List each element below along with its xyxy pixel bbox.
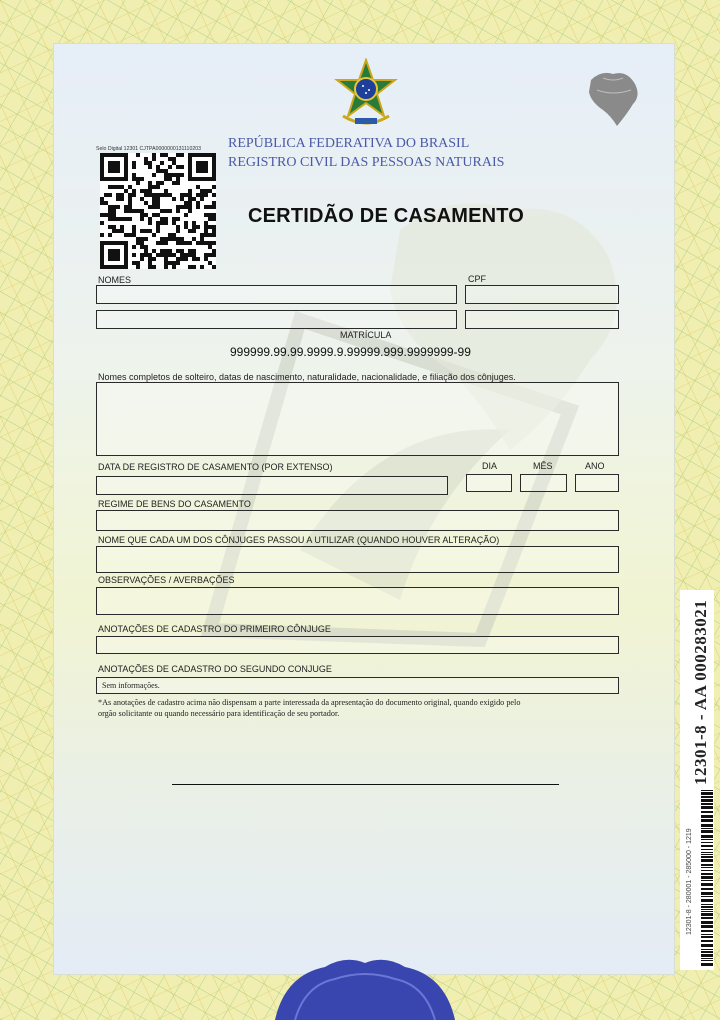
cpf-field-1[interactable] <box>465 285 619 304</box>
label-regime: REGIME DE BENS DO CASAMENTO <box>98 499 251 509</box>
coat-of-arms-icon <box>333 58 399 132</box>
brazil-map-icon <box>583 66 643 130</box>
document-title: CERTIDÃO DE CASAMENTO <box>248 205 525 227</box>
year-field[interactable] <box>575 474 619 492</box>
first-spouse-notes-field[interactable] <box>96 636 619 654</box>
footnote-line-2: orgão solicitante ou quando necessário para identificação de seu portador. <box>98 709 340 718</box>
label-cpf: CPF <box>468 274 486 284</box>
name-field-1[interactable] <box>96 285 457 304</box>
property-regime-field[interactable] <box>96 510 619 531</box>
bottom-seal <box>265 955 465 1020</box>
label-matricula: MATRÍCULA <box>340 330 392 340</box>
matricula-value: 999999.99.99.9999.9.99999.999.9999999-99 <box>230 345 471 359</box>
month-field[interactable] <box>520 474 567 492</box>
serial-small-code: 12301-8 - 280001 - 285000 - 1219 <box>686 828 693 935</box>
observations-field[interactable] <box>96 587 619 615</box>
barcode <box>701 790 713 970</box>
serial-number: 12301-8 - AA 000283021 <box>691 599 710 785</box>
cpf-field-2[interactable] <box>465 310 619 329</box>
label-anotacoes-1: ANOTAÇÕES DE CADASTRO DO PRIMEIRO CÔNJUGE <box>98 624 331 634</box>
label-nomes: NOMES <box>98 275 132 285</box>
day-field[interactable] <box>466 474 512 492</box>
name-field-2[interactable] <box>96 310 457 329</box>
label-data-registro: DATA DE REGISTRO DE CASAMENTO (POR EXTENSO) <box>98 462 333 472</box>
registration-date-field[interactable] <box>96 476 448 495</box>
signature-line <box>172 784 559 785</box>
spouses-details-field[interactable] <box>96 382 619 456</box>
header-line-1: REPÚBLICA FEDERATIVA DO BRASIL <box>228 136 470 151</box>
label-nome-conjuges: NOME QUE CADA UM DOS CÔNJUGES PASSOU A UTILIZAR (QUANDO HOUVER ALTERAÇÃO) <box>98 535 500 545</box>
footnote-line-1: *As anotações de cadastro acima não dispensam a parte interessada da apresentação do documento original, quando exigido pelo <box>98 698 521 707</box>
spouses-new-names-field[interactable] <box>96 546 619 573</box>
second-spouse-notes-field[interactable] <box>96 677 619 694</box>
label-nomes-completos: Nomes completos de solteiro, datas de nascimento, naturalidade, nacionalidade, e filiação dos cônjuges. <box>98 372 516 382</box>
label-observacoes: OBSERVAÇÕES / AVERBAÇÕES <box>98 575 235 585</box>
qr-code <box>97 153 219 269</box>
label-anotacoes-2: ANOTAÇÕES DE CADASTRO DO SEGUNDO CONJUGE <box>98 664 332 674</box>
qr-caption: Selo Digital 12301 CJTPA0000000131110203 <box>96 146 201 152</box>
header-line-2: REGISTRO CIVIL DAS PESSOAS NATURAIS <box>228 155 505 170</box>
label-mes: MÊS <box>533 461 553 471</box>
label-dia: DIA <box>482 461 498 471</box>
label-ano: ANO <box>585 461 605 471</box>
second-spouse-notes-value: Sem informações. <box>102 681 160 690</box>
